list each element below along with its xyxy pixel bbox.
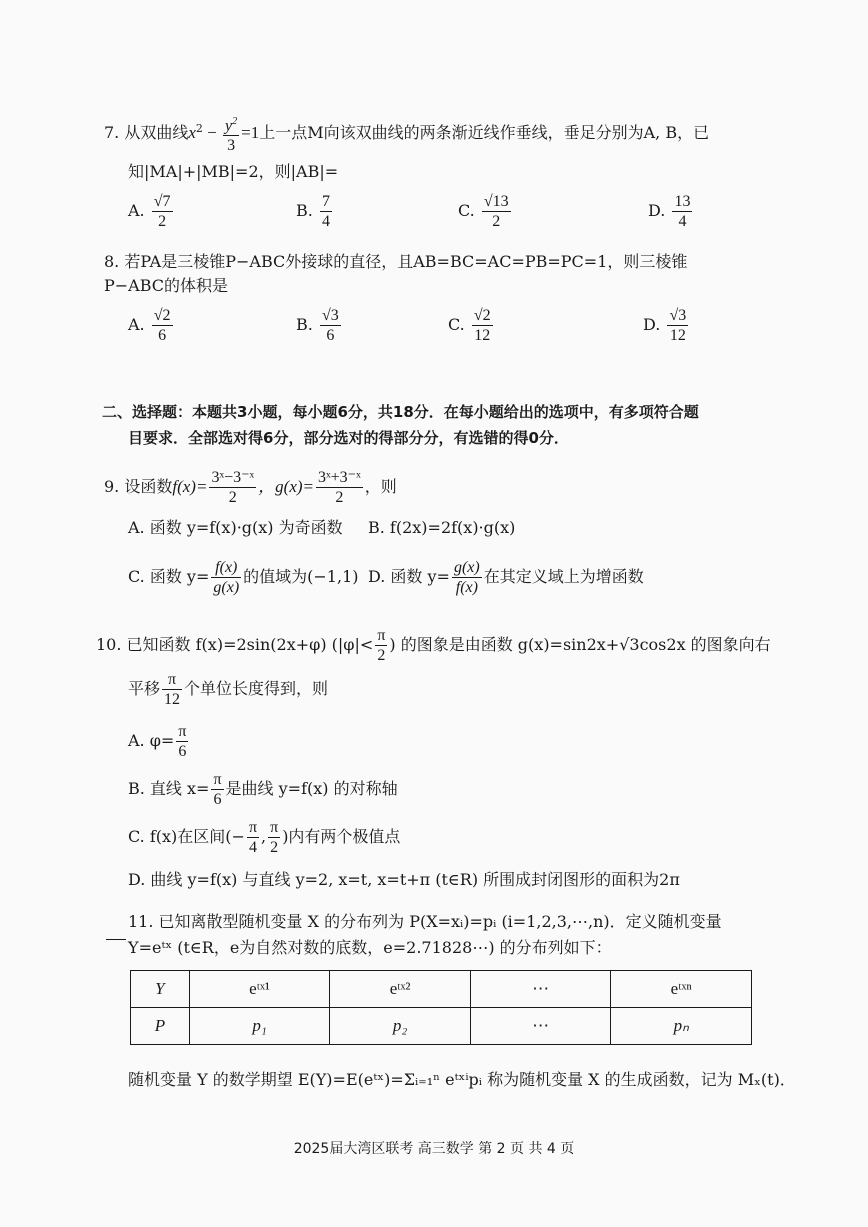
q11-line1: 11. 已知离散型随机变量 X 的分布列为 P(X=xᵢ)=pᵢ (i=1,2,3,⋯,n)．定义随机变量	[128, 912, 722, 931]
q10-option-c: C. f(x)在区间(− $\frac{\pi}{4}$ , $\frac{\pi}{2}$ )内有两个极值点	[128, 819, 401, 856]
q7-line2: 知|MA|+|MB|=2，则|AB|=	[128, 162, 339, 181]
table-row: Y eᵗˣ¹ eᵗˣ² ⋯ eᵗˣⁿ	[131, 971, 752, 1008]
table-row: P p₁ p₂ ⋯ pₙ	[131, 1008, 752, 1045]
q9-option-a: A. 函数 y=f(x)·g(x) 为奇函数	[128, 518, 343, 537]
q10-option-d: D. 曲线 y=f(x) 与直线 y=2, x=t, x=t+π (t∈R) 所围成封闭图形的面积为2π	[128, 870, 680, 889]
q10-line2: 平移 $\frac{\pi}{12}$ 个单位长度得到，则	[128, 671, 329, 708]
q7-frac-y2-3: $\frac{y^2}{3}$	[223, 112, 239, 155]
q7-number: 7.	[104, 123, 120, 143]
q7-line1: 7. 从双曲线$x^2$ − $\frac{y^2}{3}$ =1上一点M向该双曲线的两条渐近线作垂线，垂足分别为A, B，已	[104, 112, 709, 155]
q9-option-c: C. 函数 y= $\frac{f(x)}{g(x)}$ 的值域为(−1,1)	[128, 559, 359, 596]
q10-option-b: B. 直线 x= $\frac{\pi}{6}$ 是曲线 y=f(x) 的对称轴	[128, 771, 398, 808]
section2-heading-line2: 目要求．全部选对得6分，部分选对的得部分分，有选错的得0分．	[128, 429, 569, 447]
margin-dash	[106, 939, 126, 940]
q11-line2: Y=eᵗˣ (t∈R，e为自然对数的底数，e=2.71828⋯) 的分布列如下：	[128, 938, 612, 957]
q9-option-b: B. f(2x)=2f(x)·g(x)	[368, 518, 516, 537]
distribution-table	[130, 970, 752, 1045]
q8-line1: 8. 若PA是三棱锥P−ABC外接球的直径，且AB=BC=AC=PB=PC=1，则三棱锥	[104, 252, 688, 271]
q10-line1: 10. 已知函数 f(x)=2sin(2x+φ) (|φ|< $\frac{\pi}{2}$ ) 的图象是由函数 g(x)=sin2x+√3cos2x 的图象向右	[96, 627, 771, 664]
q8-line2: P−ABC的体积是	[104, 276, 229, 295]
page-footer: 2025届大湾区联考 高三数学 第 2 页 共 4 页	[293, 1141, 575, 1157]
q10-option-a: A. φ= $\frac{\pi}{6}$	[128, 723, 187, 760]
q11-line3: 随机变量 Y 的数学期望 E(Y)=E(eᵗˣ)=Σᵢ₌₁ⁿ eᵗˣⁱpᵢ 称为随机变量 X 的生成函数，记为 Mₓ(t)．	[128, 1070, 796, 1089]
q9-option-d: D. 函数 y= $\frac{g(x)}{f(x)}$ 在其定义域上为增函数	[368, 559, 644, 596]
section2-heading-line1: 二、选择题：本题共3小题，每小题6分，共18分．在每小题给出的选项中，有多项符合题	[102, 403, 699, 421]
q9-stem: 9. 设函数f(x)= $\frac{\text{3ˣ−3⁻ˣ}}{2}$ ，g(x)= $\frac{\text{3ˣ+3⁻ˣ}}{2}$ ，则	[104, 469, 397, 506]
